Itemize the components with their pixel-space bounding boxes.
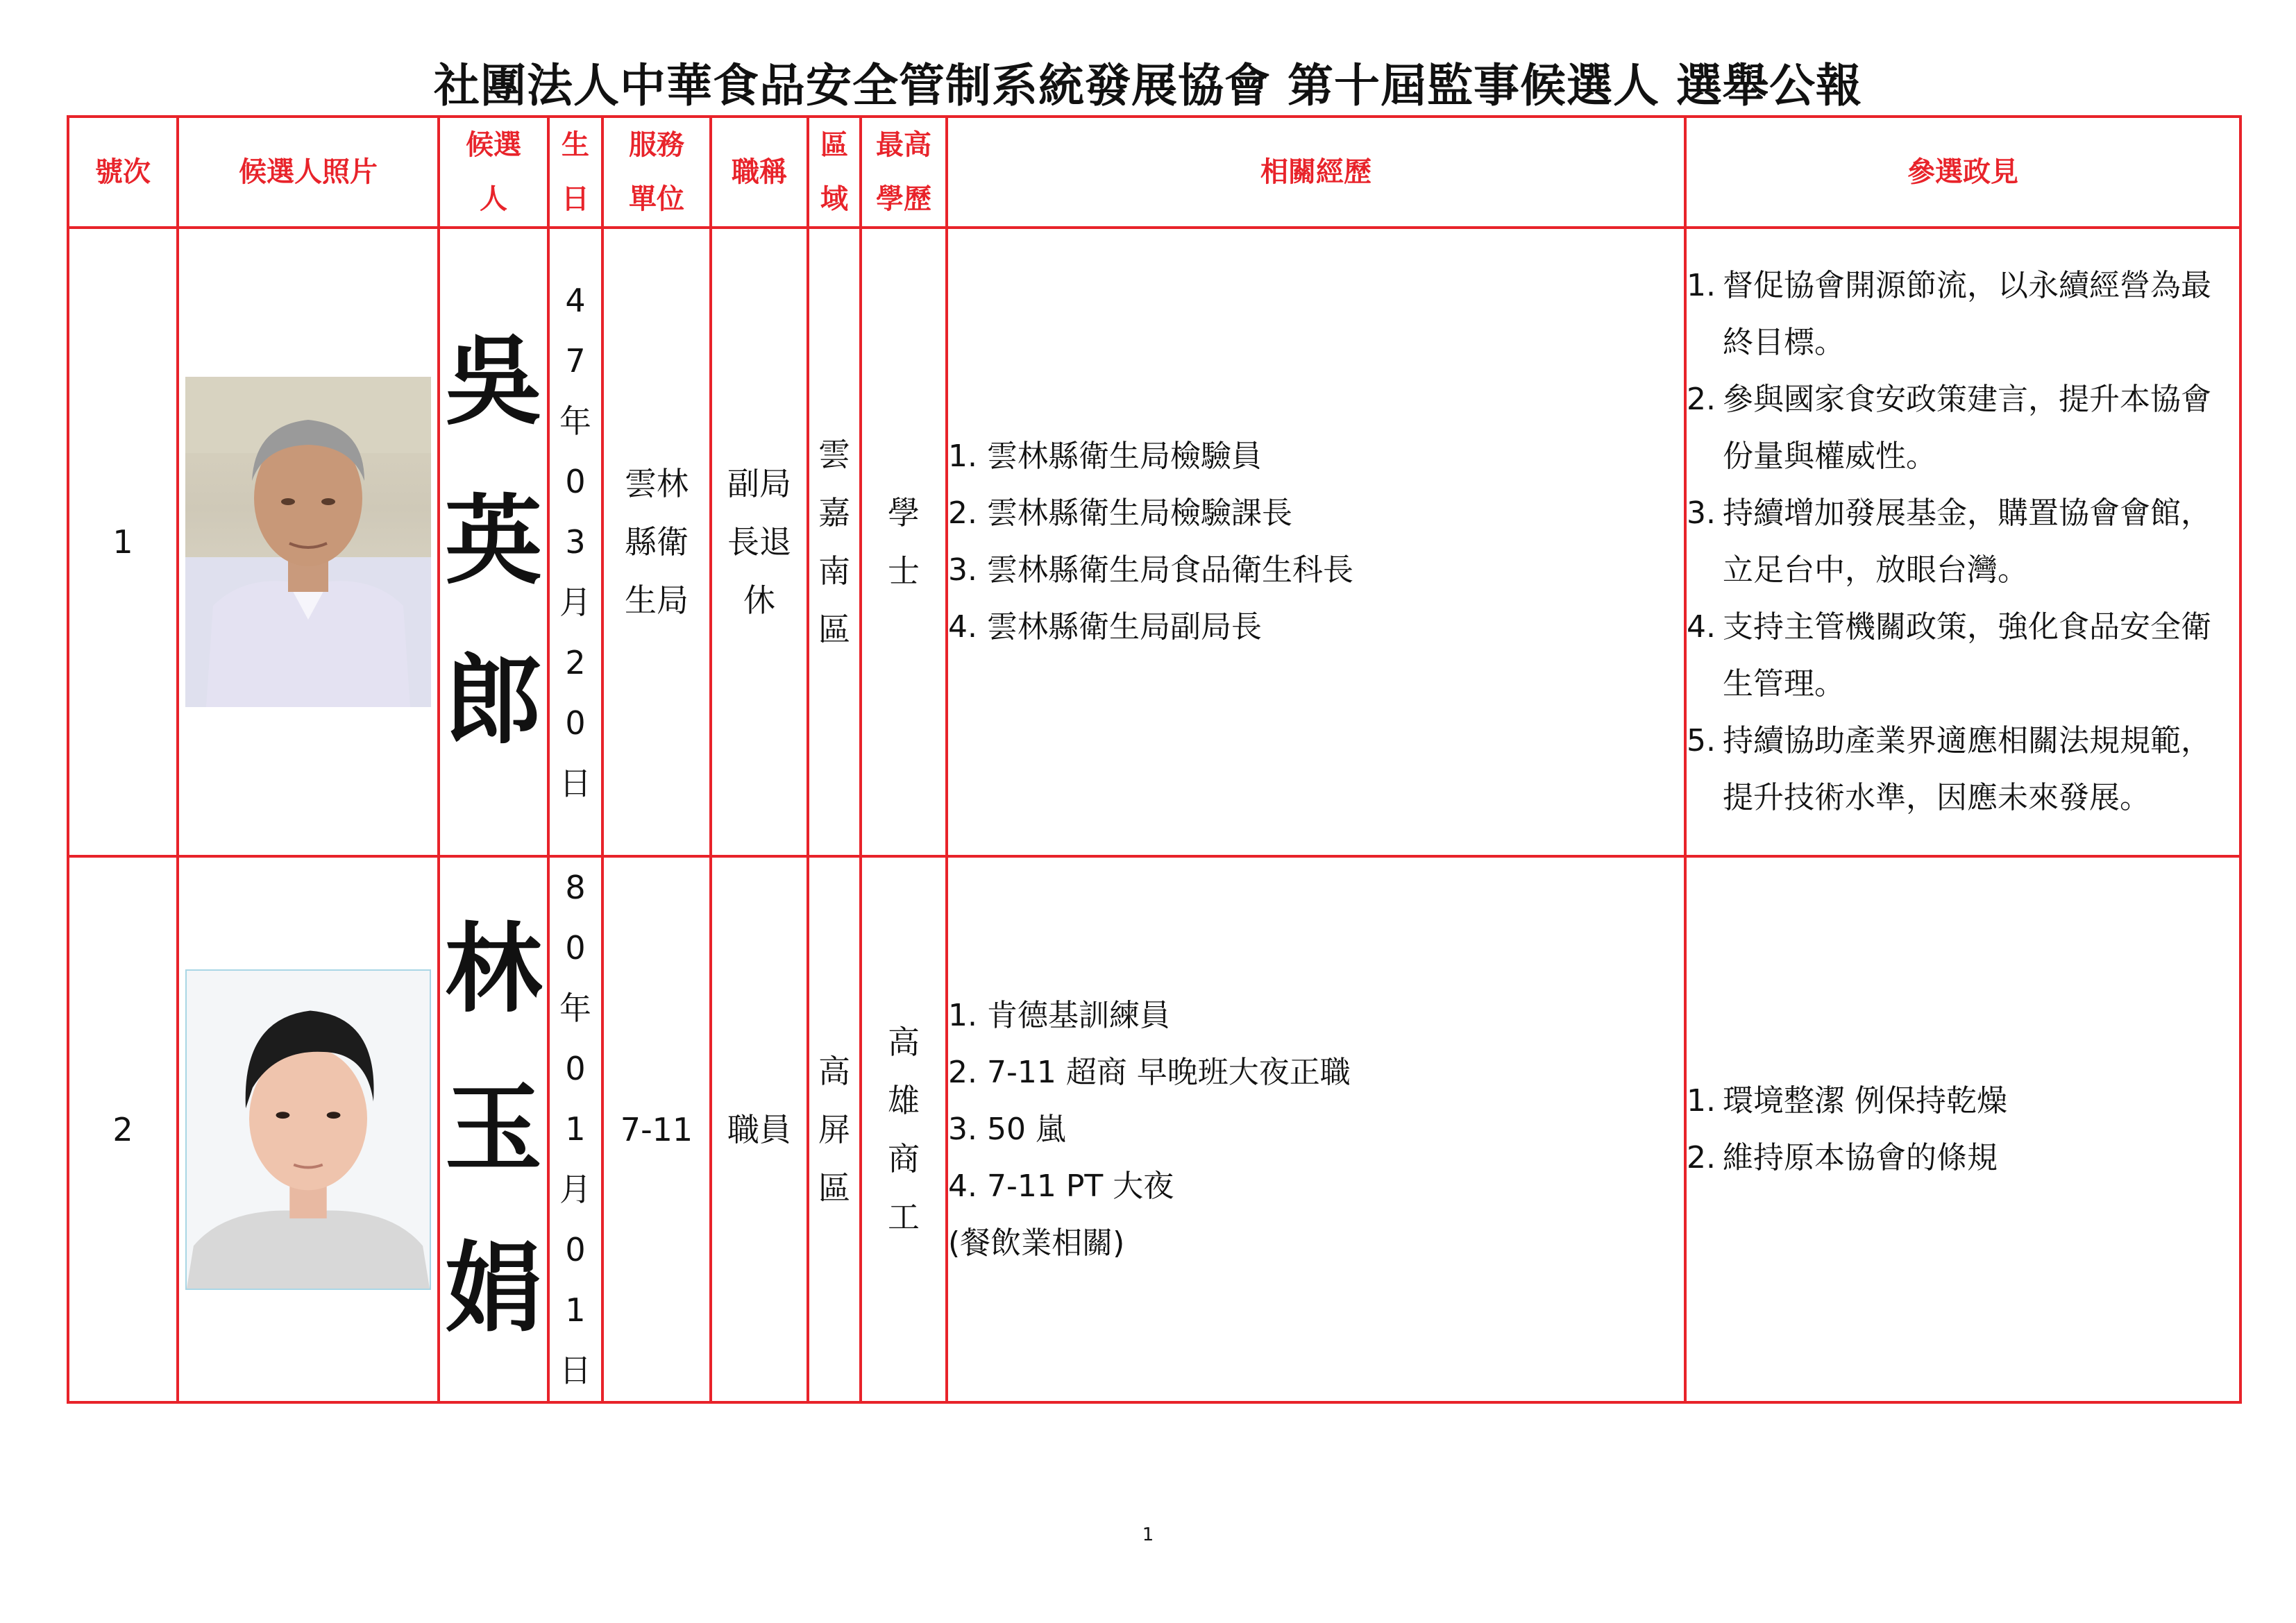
candidate-experience — [947, 856, 1685, 1402]
header-region: 區 域 — [808, 117, 861, 228]
view-item: 1. 督促協會開源節流，以永續經營為最終目標。 — [1687, 268, 2211, 360]
candidate-experience — [947, 228, 1685, 856]
view-item: 2. 參與國家食安政策建言，提升本協會份量與權威性。 — [1687, 382, 2211, 474]
header-candidate: 候選 人 — [439, 117, 548, 228]
experience-item: 3. 雲林縣衛生局食品衛生科長 — [948, 552, 1353, 588]
candidate-number: 2 — [68, 856, 178, 1402]
candidate-job-title: 副局 長退 休 — [711, 228, 808, 856]
header-experience: 相關經歷 — [947, 117, 1685, 228]
view-item: 1. 環境整潔 例保持乾燥 — [1687, 1082, 2007, 1119]
experience-item: 2. 7-11 超商 早晚班大夜正職 — [948, 1054, 1351, 1090]
candidate-region: 高 屏 區 — [808, 856, 861, 1402]
candidate-name: 林 玉 娟 — [439, 856, 548, 1402]
photo-cell — [178, 228, 439, 856]
candidate-education: 學 士 — [861, 228, 947, 856]
header-education: 最高 學歷 — [861, 117, 947, 228]
header-number: 號次 — [68, 117, 178, 228]
view-item: 2. 維持原本協會的條規 — [1687, 1139, 1998, 1175]
header-photo: 候選人照片 — [178, 117, 439, 228]
experience-item: 1. 肯德基訓練員 — [948, 997, 1170, 1033]
header-row — [68, 117, 2240, 228]
photo-cell — [178, 856, 439, 1402]
candidate-table — [67, 115, 2242, 1404]
experience-item: 2. 雲林縣衛生局檢驗課長 — [948, 495, 1292, 531]
candidate-row — [68, 856, 2240, 1402]
page-number: 1 — [1142, 1524, 1154, 1545]
candidate-views — [1685, 856, 2240, 1402]
candidate-photo — [185, 969, 431, 1290]
candidate-unit: 雲林 縣衛 生局 — [602, 228, 711, 856]
experience-item: 1. 雲林縣衛生局檢驗員 — [948, 439, 1262, 474]
header-unit: 服務 單位 — [602, 117, 711, 228]
view-item: 4. 支持主管機關政策，強化食品安全衛生管理。 — [1687, 609, 2211, 702]
candidate-birthday: 8 0 年 0 1 月 0 1 日 — [548, 856, 602, 1402]
candidate-photo — [185, 377, 431, 707]
candidate-views — [1685, 228, 2240, 856]
header-views: 參選政見 — [1685, 117, 2240, 228]
header-birthday: 生 日 — [548, 117, 602, 228]
experience-item: 4. 雲林縣衛生局副局長 — [948, 609, 1262, 645]
experience-item: 4. 7-11 PT 大夜 — [948, 1168, 1174, 1204]
candidate-region: 雲 嘉 南 區 — [808, 228, 861, 856]
candidate-number: 1 — [68, 228, 178, 856]
view-item: 3. 持續增加發展基金，購置協會會館，立足台中，放眼台灣。 — [1687, 495, 2211, 588]
view-item: 5. 持續協助產業界適應相關法規規範，提升技術水準，因應未來發展。 — [1687, 723, 2211, 815]
candidate-unit: 7-11 — [602, 856, 711, 1402]
candidate-birthday: 4 7 年 0 3 月 2 0 日 — [548, 228, 602, 856]
candidate-education: 高 雄 商 工 — [861, 856, 947, 1402]
candidate-job-title: 職員 — [711, 856, 808, 1402]
page-title: 社團法人中華食品安全管制系統發展協會 第十屆監事候選人 選舉公報 — [434, 59, 1862, 112]
candidate-name: 吳 英 郎 — [439, 228, 548, 856]
experience-item: (餐飲業相關) — [948, 1225, 1125, 1261]
candidate-row — [68, 228, 2240, 856]
header-job-title: 職稱 — [711, 117, 808, 228]
experience-item: 3. 50 嵐 — [948, 1111, 1066, 1147]
